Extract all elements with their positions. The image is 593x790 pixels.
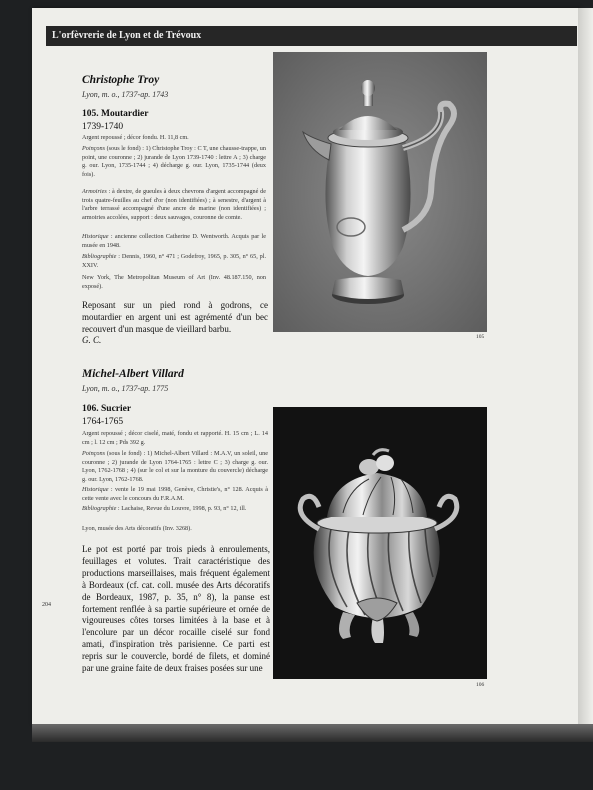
entry2-history: Historique : vente le 19 mai 1998, Genève, Christie's, n° 128. Acquis à cette vente avec le concours du F.R.A.M.	[82, 486, 268, 502]
entry1-location: New York, The Metropolitan Museum of Art (Inv. 48.187.150, non exposé).	[82, 274, 266, 290]
entry2-material: Argent repoussé ; décor ciselé, maté, fondu et rapporté. H. 15 cm ; L. 14 cm ; l. 12 cm ; Pds 392 g.	[82, 430, 268, 446]
entry1-number: 105. Moutardier	[82, 109, 149, 119]
entry1-history: Historique : ancienne collection Catherine D. Wentworth. Acquis par le musée en 1948.	[82, 233, 266, 249]
entry2-bibliography: Bibliographie : Lachaise, Revue du Louvre, 1998, p. 93, n° 12, ill.	[82, 505, 247, 512]
entry1-dates: 1739-1740	[82, 122, 124, 132]
entry2-dates: 1764-1765	[82, 417, 124, 427]
entry2-number: 106. Sucrier	[82, 404, 132, 414]
book-page	[32, 8, 578, 724]
entry1-bibliography: Bibliographie : Dennis, 1960, n° 471 ; Godefroy, 1965, p. 305, n° 65, pl. XXIV.	[82, 253, 266, 269]
photo-caption-106: 106	[476, 682, 485, 688]
running-header: L'orfèvrerie de Lyon et de Trévoux	[46, 26, 577, 46]
entry1-hallmarks: Poinçons (sous le fond) : 1) Christophe Troy : C T, une chausse-trappe, un point, une couronne ; 2) jurande de Lyon 1739-1740 : lettre A ; 3) charge g. our. Lyon, 1735-1744 ; 4) décharge g. our. Lyon, 1735-1744 (deux fois).	[82, 145, 266, 178]
book-bottom-edge	[32, 724, 593, 742]
entry1-arms: Armoiries : à dextre, de gueules à deux chevrons d'argent accompagné de trois quatre-feuilles au chef d'or (non identifiées) ; à senestre, d'argent à l'arbre terrassé accompagné d'une ancre de marine (non identifiées) ; armoiries accolées, support : deux sauvages, couronne de comte.	[82, 188, 266, 221]
photo-mustard-pot	[273, 52, 487, 332]
entry1-material: Argent repoussé ; décor fondu. H. 11,8 cm.	[82, 134, 189, 141]
facing-page-edge	[578, 8, 593, 724]
entry2-body: Le pot est porté par trois pieds à enroulements, feuillages et volutes. Trait caractéristique des productions marseillaises, mais fréquent également à Bordeaux (cf. cat. coll. musée des Arts décoratifs de Bordeaux, 1987, p. 35, n° 8), la panse est fortement renflée à sa partie supérieure et ornée de vigoureuses côtes torses limitées à la base et à l'encolure par un décor rocaille ciselé sur fond amati, d'inspiration très parisienne. Ce parti est repris sur le couvercle, bordé de filets, et dominé par une graine faite de deux fraises posées sur une	[82, 544, 270, 674]
entry1-maker-dates: Lyon, m. o., 1737-ap. 1743	[82, 90, 169, 99]
entry2-maker-dates: Lyon, m. o., 1737-ap. 1775	[82, 384, 169, 393]
entry2-hallmarks: Poinçons (sous le fond) : 1) Michel-Albert Villard : M.A.V, un soleil, une couronne ; 2) jurande de Lyon 1764-1765 : lettre C ; 3) charge g. our. Lyon, 1762-1768 ; 4) (sur le col et sur la monture du couvercle) décharge g. our. Lyon, 1762-1768.	[82, 450, 268, 483]
entry1-maker: Christophe Troy	[82, 74, 160, 86]
entry2-maker: Michel-Albert Villard	[82, 368, 184, 380]
entry1-initials: G. C.	[82, 335, 102, 345]
entry1-body: Reposant sur un pied rond à godrons, ce moutardier en argent uni est agrémenté d'un bec recouvert d'un masque de vieillard barbu.	[82, 300, 268, 334]
photo-caption-105: 105	[476, 334, 485, 340]
entry2-location: Lyon, musée des Arts décoratifs (Inv. 3268).	[82, 525, 192, 532]
page-number: 204	[42, 602, 51, 608]
photo-sugar-bowl	[273, 407, 487, 679]
